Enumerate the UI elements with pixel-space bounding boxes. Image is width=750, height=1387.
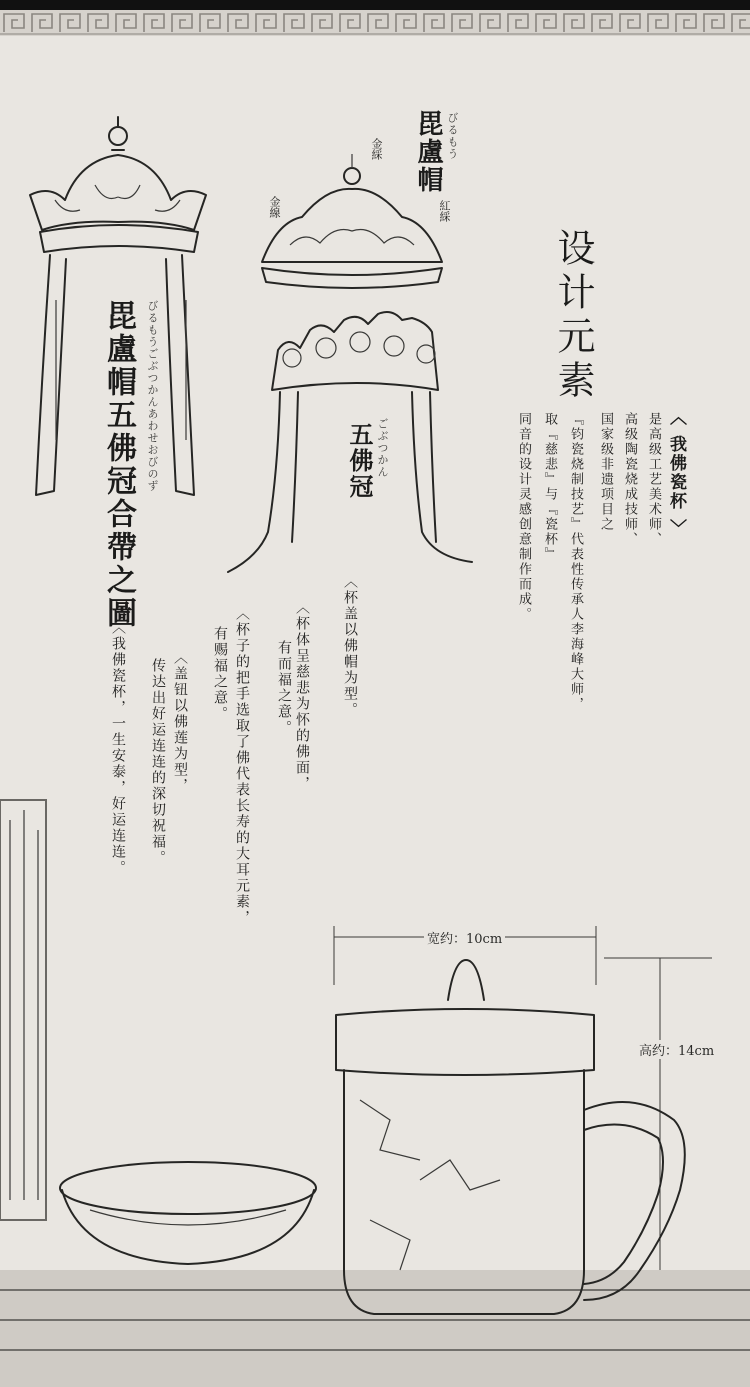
five-buddha-crown-title: 五佛冠 [345,422,374,500]
note-lid: 〈杯盖以佛帽为型。 [342,574,358,718]
note-knob: 〈盖钮以佛莲为型， [172,650,188,794]
five-buddha-crown-ruby: ごぶつかん [376,418,389,478]
vairocana-hat-title: 毘盧帽 [413,110,443,194]
crown-full-title: 毘盧帽五佛冠合帶之圖 [101,300,136,630]
intro-line-3: 国家级非遗项目之 [598,412,613,532]
design-heading: 设计元素 [551,228,595,404]
note-blessing: 〈我佛瓷杯，一生安泰，好运连连。 [110,620,126,876]
cup-icon [336,960,685,1314]
note-body-2: 有而福之意。 [276,640,292,736]
note-knob-2: 传达出好运连连的深切祝福。 [150,658,166,866]
intro-line-4: 『钧瓷烧制技艺』代表性传承人李海峰大师， [568,412,583,712]
note-handle-2: 有赐福之意。 [212,626,228,722]
label-red: 紅綵 [438,200,451,222]
width-label: 宽约：10cm [424,928,505,947]
label-gold-b: 金線 [268,196,281,218]
intro-line-1: 是高级工艺美术师、 [646,412,661,547]
height-label: 高约：14cm [636,1040,717,1059]
intro-line-5: 取『慈悲』与『瓷杯』 [542,412,557,562]
label-gold-a: 金綵 [370,138,383,160]
note-body: 〈杯体呈慈悲为怀的佛面， [294,600,310,792]
vairocana-hat-ruby: びるもう [446,112,459,160]
intro-line-2: 高级陶瓷烧成技师、 [622,412,637,547]
crown-full-ruby: びるもうごぶつかんあわせおびのず [146,300,159,492]
note-handle: 〈杯子的把手选取了佛代表长寿的大耳元素， [234,606,250,926]
intro-line-6: 同音的设计灵感创意制作而成。 [516,412,531,622]
bowl-icon [60,1162,316,1264]
intro-title: 〈 我佛瓷杯 〉 [666,408,686,538]
